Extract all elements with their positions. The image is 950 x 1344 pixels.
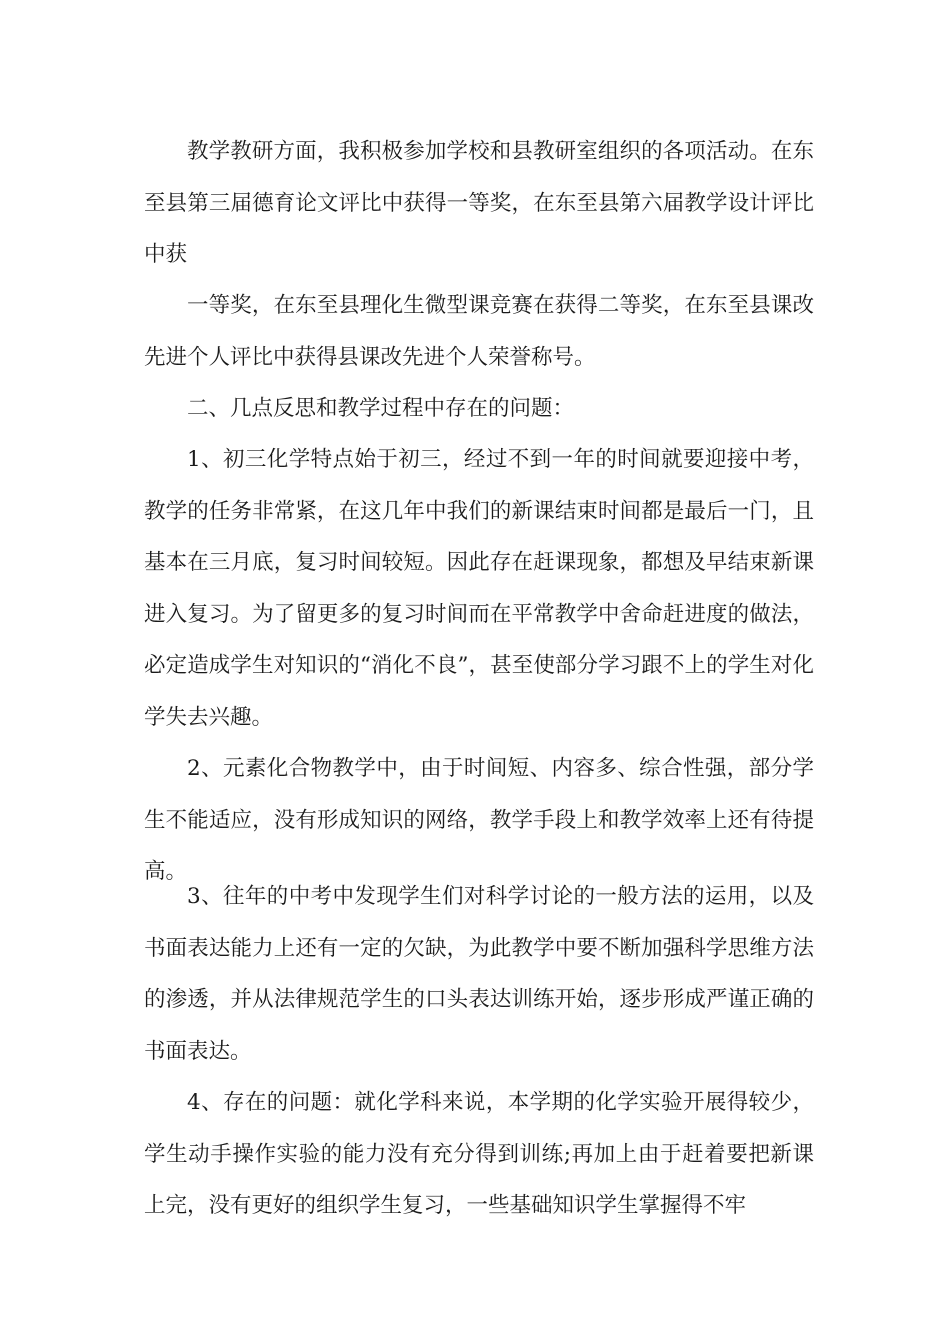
paragraph-teaching-research: 教学教研方面，我积极参加学校和县教研室组织的各项活动。在东至县第三届德育论文评比中获得一等奖，在东至县第六届教学设计评比中获	[144, 139, 814, 267]
paragraph-point-4: 4、存在的问题：就化学科来说，本学期的化学实验开展得较少，学生动手操作实验的能力没有充分得到训练;再加上由于赶着要把新课上完，没有更好的组织学生复习，一些基础知识学生掌握得不牢	[144, 1090, 814, 1218]
paragraph-point-3: 3、往年的中考中发现学生们对科学讨论的一般方法的运用，以及书面表达能力上还有一定的欠缺，为此教学中要不断加强科学思维方法的渗透，并从法律规范学生的口头表达训练开始，逐步形成严谨正确的书面表达。	[144, 884, 814, 1064]
paragraph-point-1: 1、初三化学特点始于初三，经过不到一年的时间就要迎接中考，教学的任务非常紧，在这几年中我们的新课结束时间都是最后一门，且基本在三月底，复习时间较短。因此存在赶课现象，都想及早结束新课进入复习。为了留更多的复习时间而在平常教学中舍命赶进度的做法，必定造成学生对知识的“消化不良”，甚至使部分学习跟不上的学生对化学失去兴趣。	[144, 447, 814, 730]
section-heading-reflections: 二、几点反思和教学过程中存在的问题：	[187, 396, 575, 421]
paragraph-awards: 一等奖，在东至县理化生微型课竞赛在获得二等奖，在东至县课改先进个人评比中获得县课改先进个人荣誉称号。	[144, 293, 814, 370]
paragraph-point-2: 2、元素化合物教学中，由于时间短、内容多、综合性强，部分学生不能适应，没有形成知识的网络，教学手段上和教学效率上还有待提高。	[144, 756, 814, 884]
